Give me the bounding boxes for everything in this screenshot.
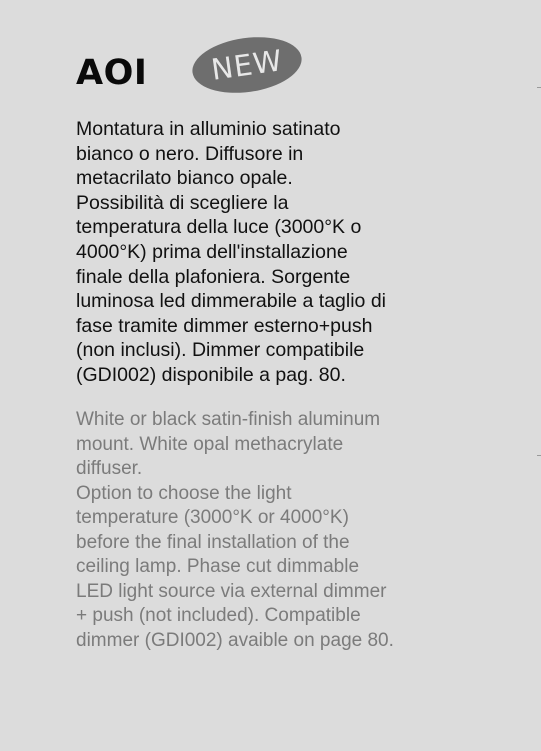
crop-mark-top	[537, 87, 541, 88]
description-english: White or black satin-finish aluminum mount. White opal methacrylate diffuser. Option to choose the light temperature (3000°K or 4000°K) before the final installation of the ceiling lamp. Phase cut dimmable LED light source via external dimmer + push (not included). Compatible dimmer (GDI002) avaible on page 80.	[76, 409, 394, 651]
new-badge	[189, 31, 305, 100]
crop-mark-middle	[537, 455, 541, 456]
new-badge-label: NEW	[209, 43, 285, 87]
product-title: AOI	[76, 53, 148, 93]
description-italian: Montatura in alluminio satinato bianco o nero. Diffusore in metacrilato bianco opale. Possibilità di scegliere la temperatura della luce (3000°K o 4000°K) prima dell'installazione finale della plafoniera. Sorgente luminosa led dimmerabile a taglio di fase tramite dimmer esterno+push (non inclusi). Dimmer compatibile (GDI002) disponibile a pag. 80.	[76, 118, 386, 386]
